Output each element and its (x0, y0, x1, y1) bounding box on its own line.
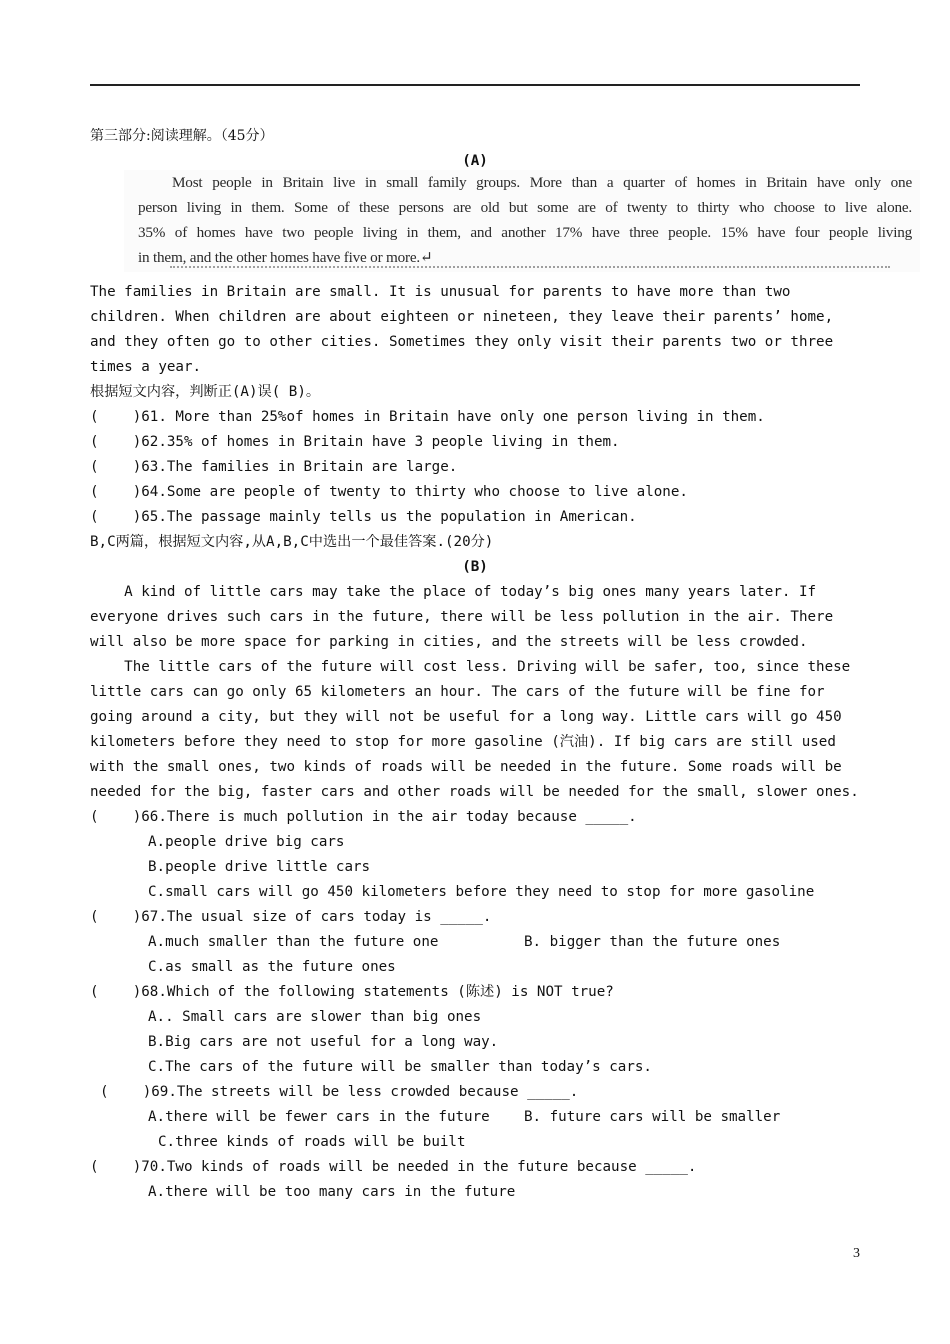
option-69-b: B. future cars will be smaller (524, 1109, 781, 1125)
passage-a-text: times a year. (90, 359, 202, 375)
option-68-b: B.Big cars are not useful for a long way. (148, 1034, 499, 1050)
scan-cutoff-line (170, 266, 890, 272)
passage-a-text: The families in Britain are small. It is unusual for parents to have more than two (90, 284, 791, 300)
question-61: ( )61. More than 25%of homes in Britain have only one person living in them. (90, 409, 765, 425)
scan-line: in them, and the other homes have five or more.↵ (138, 249, 433, 266)
passage-b-text: with the small ones, two kinds of roads will be needed in the future. Some roads will be (90, 759, 842, 775)
option-67-c: C.as small as the future ones (148, 959, 396, 975)
passage-b-text: little cars can go only 65 kilometers an hour. The cars of the future will be fine for (90, 684, 825, 700)
option-66-a: A.people drive big cars (148, 834, 345, 850)
header-rule (90, 84, 860, 86)
passage-b-text: will also be more space for parking in cities, and the streets will be less crowded. (90, 634, 808, 650)
option-66-c: C.small cars will go 450 kilometers before they need to stop for more gasoline (148, 884, 815, 900)
question-63: ( )63.The families in Britain are large. (90, 459, 458, 475)
option-69-c: C.three kinds of roads will be built (158, 1134, 466, 1150)
options-67-row (90, 930, 860, 955)
passage-b-text: A kind of little cars may take the place of today’s big ones many years later. If (90, 584, 817, 600)
options-69-row (90, 1105, 860, 1130)
question-70: ( )70.Two kinds of roads will be needed in the future because _____. (90, 1159, 697, 1175)
question-65: ( )65.The passage mainly tells us the population in American. (90, 509, 637, 525)
option-68-c: C.The cars of the future will be smaller than today’s cars. (148, 1059, 652, 1075)
question-68: ( )68.Which of the following statements (陈述) is NOT true? (90, 984, 614, 1000)
question-66: ( )66.There is much pollution in the air today because _____. (90, 809, 637, 825)
passage-b-text: kilometers before they need to stop for more gasoline (汽油). If big cars are still used (90, 734, 836, 750)
choice-instruction: B,C两篇，根据短文内容,从A,B,C中选出一个最佳答案.(20分) (90, 534, 494, 550)
option-70-a: A.there will be too many cars in the future (148, 1184, 516, 1200)
page-number: 3 (853, 1246, 860, 1261)
passage-b-text: needed for the big, faster cars and other roads will be needed for the small, slower ones. (90, 784, 859, 800)
section-title: 第三部分:阅读理解。（45分） (90, 128, 274, 144)
passage-a-scanned-image (124, 170, 920, 272)
option-67-b: B. bigger than the future ones (524, 934, 781, 950)
question-62: ( )62.35% of homes in Britain have 3 people living in them. (90, 434, 620, 450)
passage-b-text: The little cars of the future will cost less. Driving will be safer, too, since these (90, 659, 851, 675)
passage-b-label: (B) (462, 559, 488, 575)
scan-line: 35% of homes have two people living in them, and another 17% have three people. 15% have four people living (138, 224, 912, 241)
option-67-a: A.much smaller than the future one (148, 934, 439, 950)
question-67: ( )67.The usual size of cars today is _____. (90, 909, 492, 925)
passage-b-text: going around a city, but they will not be useful for a long way. Little cars will go 450 (90, 709, 842, 725)
exam-page (90, 124, 912, 1205)
scan-line: Most people in Britain live in small family groups. More than a quarter of homes in Britain have only one (172, 174, 912, 191)
scan-line: person living in them. Some of these persons are old but some are of twenty to thirty who choose to live alone. (138, 199, 912, 216)
passage-a-label: (A) (462, 153, 488, 169)
question-69: ( )69.The streets will be less crowded because _____. (100, 1084, 579, 1100)
judge-instruction: 根据短文内容，判断正(A)误( B)。 (90, 384, 321, 400)
passage-a-text: and they often go to other cities. Sometimes they only visit their parents two or three (90, 334, 834, 350)
passage-b-text: everyone drives such cars in the future, there will be less pollution in the air. There (90, 609, 834, 625)
passage-a-text: children. When children are about eighteen or nineteen, they leave their parents’ home, (90, 309, 834, 325)
option-68-a: A.. Small cars are slower than big ones (148, 1009, 482, 1025)
question-64: ( )64.Some are people of twenty to thirty who choose to live alone. (90, 484, 688, 500)
option-69-a: A.there will be fewer cars in the future (148, 1109, 490, 1125)
option-66-b: B.people drive little cars (148, 859, 371, 875)
